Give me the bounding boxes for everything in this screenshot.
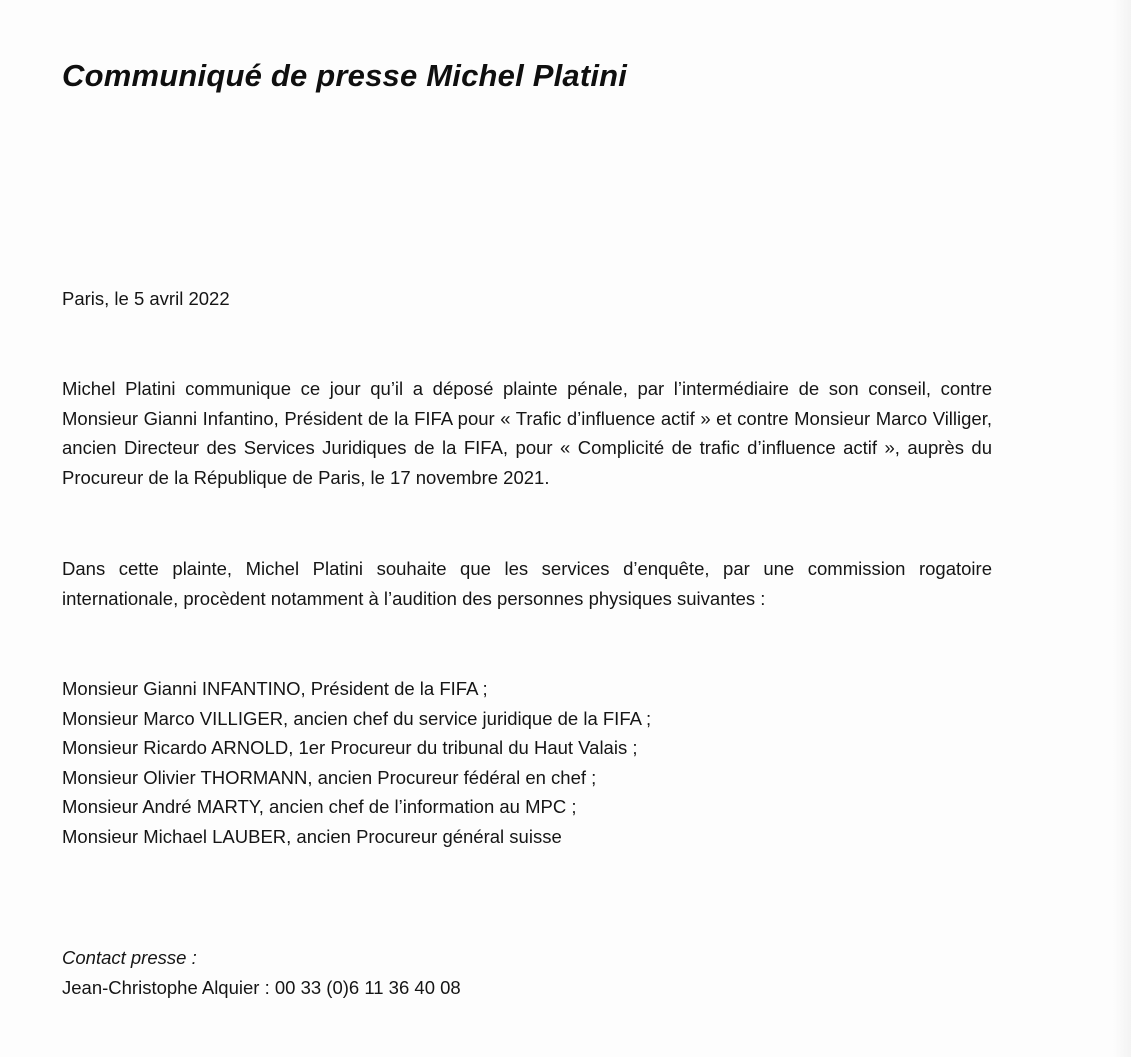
document-title: Communiqué de presse Michel Platini (62, 58, 628, 93)
list-item: Monsieur Marco VILLIGER, ancien chef du service juridique de la FIFA ; (62, 707, 652, 729)
list-item: Monsieur Michael LAUBER, ancien Procureur général suisse (62, 825, 562, 847)
contact-phone-line: Jean-Christophe Alquier : 00 33 (0)6 11 36 40 08 (62, 976, 461, 998)
paragraph-hearing-request: Dans cette plainte, Michel Platini souhaite que les services d’enquête, par une commission rogatoire internationale, procèdent notamment à l’audition des personnes physiques suivantes : (62, 558, 992, 609)
press-contact (62, 943, 992, 1002)
page-edge-shadow (1113, 0, 1131, 1057)
contact-label: Contact presse : (62, 947, 197, 968)
persons-list (62, 674, 992, 851)
list-item: Monsieur Gianni INFANTINO, Président de la FIFA ; (62, 678, 488, 699)
list-item: Monsieur André MARTY, ancien chef de l’information au MPC ; (62, 796, 577, 817)
paragraph-complaint: Michel Platini communique ce jour qu’il a déposé plainte pénale, par l’intermédiaire de son conseil, contre Monsieur Gianni Infantino, Président de la FIFA pour « Trafic d’influence actif » et contre Monsieur Marco Villiger, ancien Directeur des Services Juridiques de la FIFA, pour « Complicité de trafic d’influence actif », auprès du Procureur de la République de Paris, le 17 novembre 2021. (62, 378, 992, 488)
document-date: Paris, le 5 avril 2022 (62, 288, 230, 309)
list-item: Monsieur Olivier THORMANN, ancien Procureur fédéral en chef ; (62, 766, 597, 788)
list-item: Monsieur Ricardo ARNOLD, 1er Procureur du tribunal du Haut Valais ; (62, 737, 638, 758)
